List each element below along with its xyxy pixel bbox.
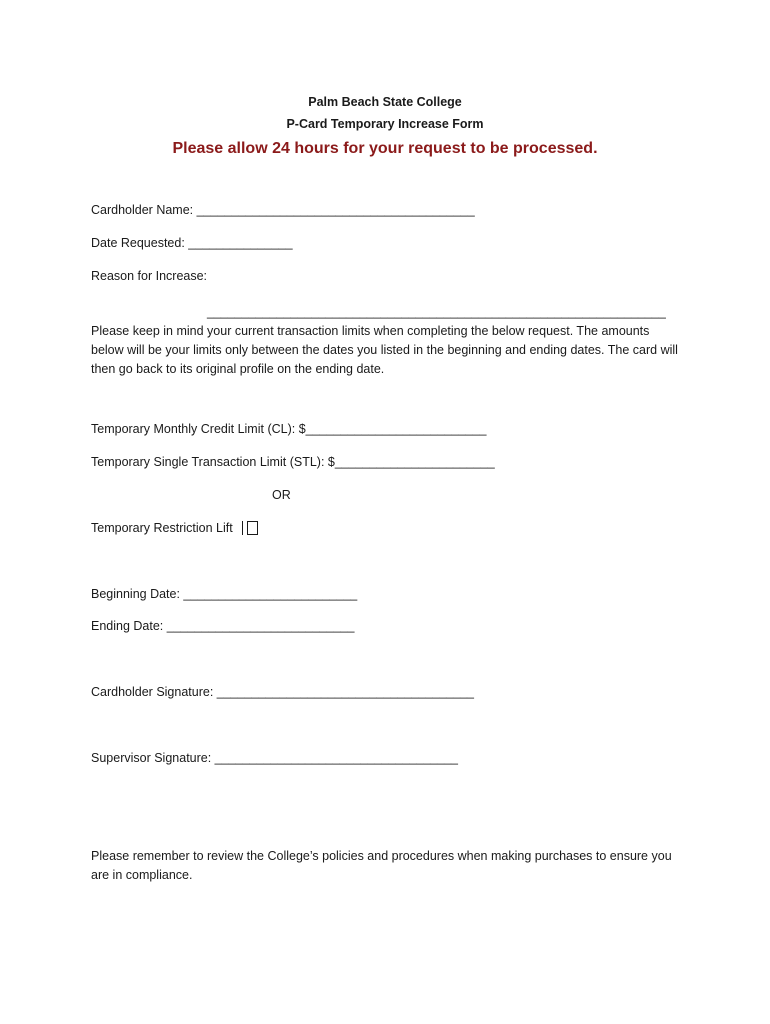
date-requested-field[interactable]: Date Requested: _______________	[91, 236, 293, 250]
reason-label: Reason for Increase:	[91, 269, 208, 283]
beginning-date-field[interactable]: Beginning Date: _________________________	[91, 587, 358, 601]
cardholder-name-field[interactable]: Cardholder Name: ________________________________________	[91, 203, 475, 217]
supervisor-signature-field[interactable]: Supervisor Signature: ___________________________________	[91, 751, 458, 765]
monthly-credit-limit-field[interactable]: Temporary Monthly Credit Limit (CL): $__________________________	[91, 422, 487, 436]
single-transaction-limit-field[interactable]: Temporary Single Transaction Limit (STL): $_______________________	[91, 455, 495, 469]
reason-field-line[interactable]: __________________________________________________________________	[207, 305, 666, 319]
cardholder-signature-field[interactable]: Cardholder Signature: _____________________________________	[91, 685, 474, 699]
ending-date-field[interactable]: Ending Date: ___________________________	[91, 619, 355, 633]
restriction-lift-label: Temporary Restriction Lift	[91, 521, 233, 535]
restriction-lift-checkbox[interactable]	[247, 521, 258, 535]
instructions-paragraph: Please keep in mind your current transaction limits when completing the below request. The amounts below will be your limits only between the dates you listed in the beginning and ending dates. The card will then go back to its original profile on the ending date.	[91, 324, 678, 376]
form-title: P-Card Temporary Increase Form	[286, 117, 484, 131]
compliance-footer: Please remember to review the College’s policies and procedures when making purchases to ensure you are in compliance.	[91, 849, 672, 882]
or-separator: OR	[272, 488, 291, 502]
processing-notice: Please allow 24 hours for your request to be processed.	[172, 140, 598, 157]
checkbox-edge	[242, 521, 243, 535]
institution-name: Palm Beach State College	[308, 95, 462, 109]
